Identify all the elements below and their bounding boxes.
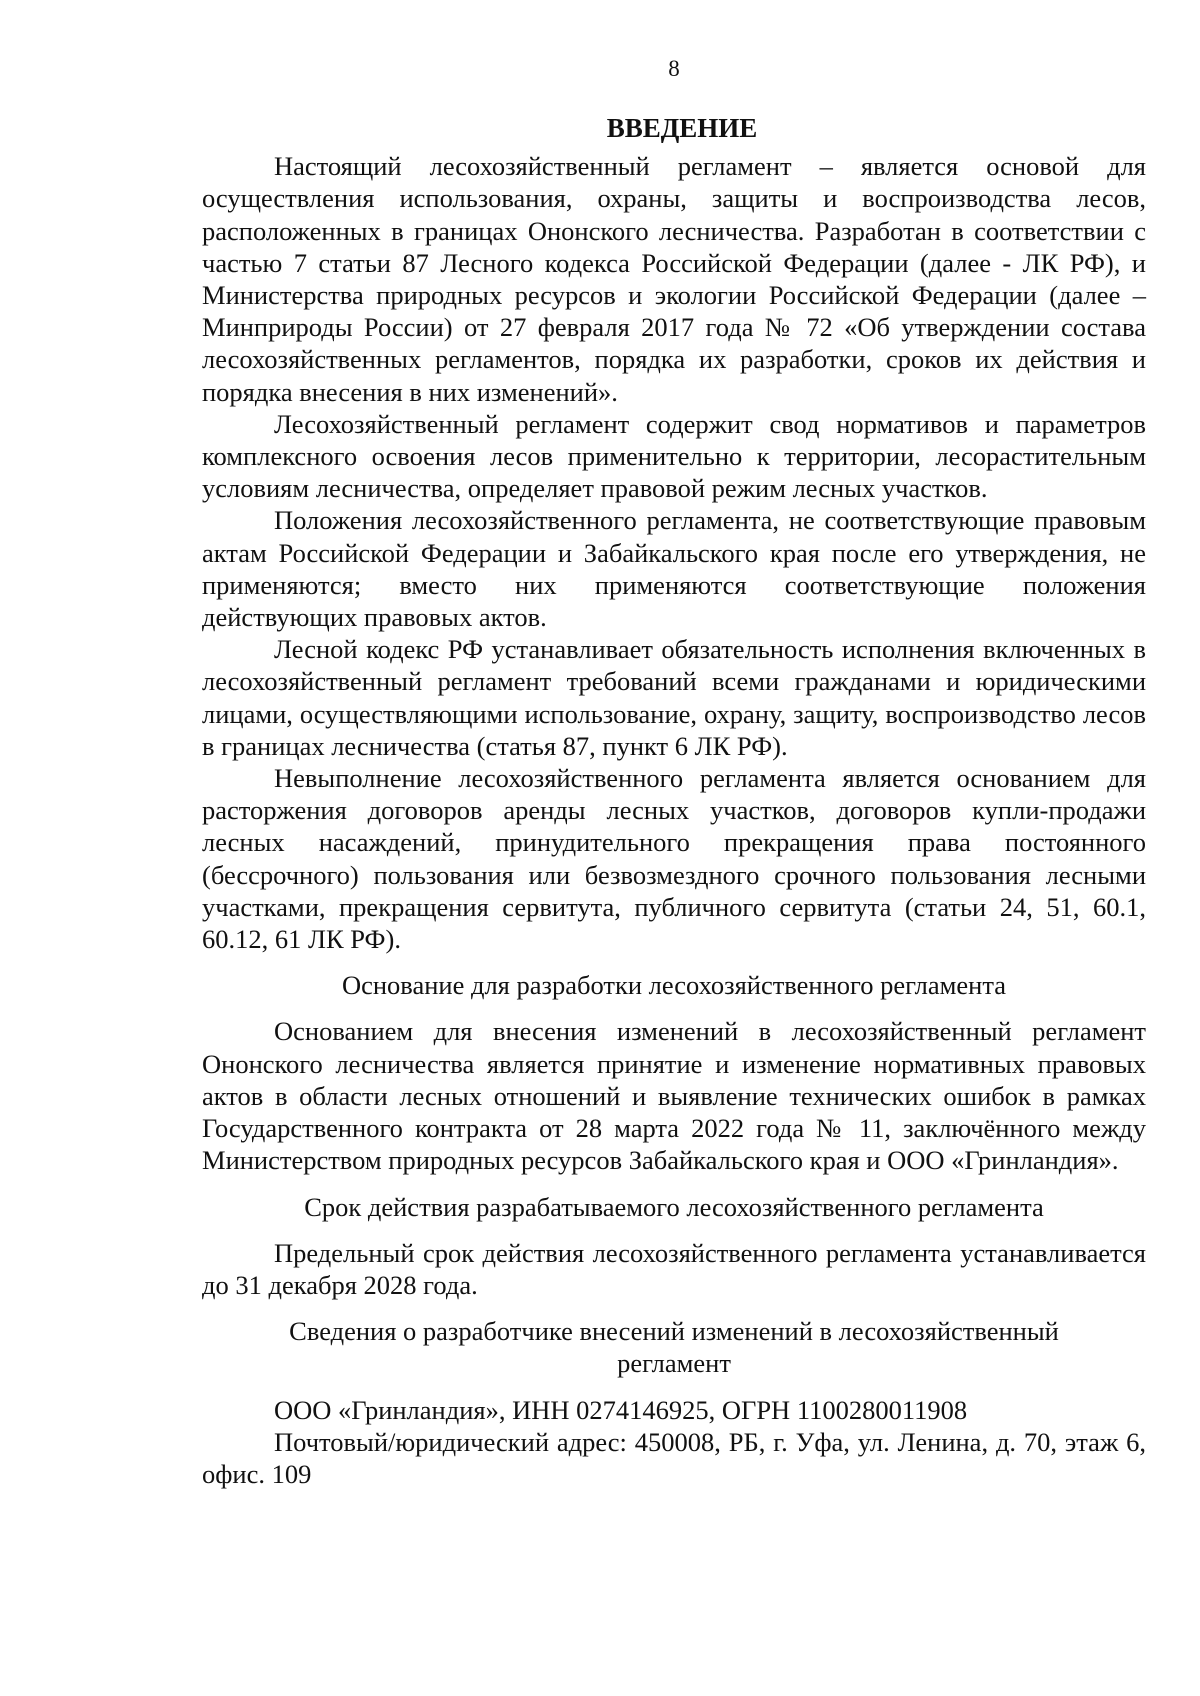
basis-paragraph: Основанием для внесения изменений в лесохозяйственный регламент Ононского лесничества является принятие и изменение нормативных правовых актов в области лесных отношений и выявление технических ошибок в рамках Государственного контракта от 28 марта 2022 года № 11, заключённого между Министерством природных ресурсов Забайкальского края и ООО «Гринландия». xyxy=(202,1016,1146,1176)
developer-company-line: ООО «Гринландия», ИНН 0274146925, ОГРН 1100280011908 xyxy=(274,1394,968,1425)
intro-paragraph-4: Лесной кодекс РФ устанавливает обязательность исполнения включенных в лесохозяйственный регламент требований всеми гражданами и юридическими лицами, осуществляющими использование, охрану, защиту, воспроизводство лесов в границах лесничества (статья 87, пункт 6 ЛК РФ). xyxy=(202,634,1146,761)
basis-heading: Основание для разработки лесохозяйственного регламента xyxy=(341,970,1007,1001)
term-heading: Срок действия разрабатываемого лесохозяйственного регламента xyxy=(304,1191,1044,1222)
page-content xyxy=(202,112,1146,1490)
developer-heading-line-2: регламент xyxy=(617,1348,731,1379)
developer-heading-line-1: Сведения о разработчике внесений изменений в лесохозяйственный xyxy=(289,1316,1059,1347)
page-number: 8 xyxy=(668,56,680,81)
intro-paragraph-2: Лесохозяйственный регламент содержит свод нормативов и параметров комплексного освоения лесов применительно к территории, лесорастительным условиям лесничества, определяет правовой режим лесных участков. xyxy=(202,408,1146,504)
page-title: ВВЕДЕНИЕ xyxy=(606,113,758,143)
developer-heading xyxy=(202,1315,1146,1379)
intro-paragraph-5: Невыполнение лесохозяйственного регламента является основанием для расторжения договоров аренды лесных участков, договоров купли-продажи лесных насаждений, принудительного прекращения права постоянного (бессрочного) пользования или безвозмездного срочного пользования лесными участками, прекращения сервитута, публичного сервитута (статьи 24, 51, 60.1, 60.12, 61 ЛК РФ). xyxy=(202,763,1146,955)
developer-address: Почтовый/юридический адрес: 450008, РБ, г. Уфа, ул. Ленина, д. 70, этаж 6, офис. 109 xyxy=(202,1426,1146,1489)
term-paragraph: Предельный срок действия лесохозяйственного регламента устанавливается до 31 декабря 2028 года. xyxy=(202,1237,1146,1300)
intro-paragraph-3: Положения лесохозяйственного регламента, не соответствующие правовым актам Российской Федерации и Забайкальского края после его утверждения, не применяются; вместо них применяются соответствующие положения действующих правовых актов. xyxy=(202,505,1146,633)
intro-paragraph-1: Настоящий лесохозяйственный регламент – является основой для осуществления использования, охраны, защиты и воспроизводства лесов, расположенных в границах Ононского лесничества. Разработан в соответствии с частью 7 статьи 87 Лесного кодекса Российской Федерации (далее - ЛК РФ), и Министерства природных ресурсов и экологии Российской Федерации (далее – Минприроды России) от 27 февраля 2017 года № 72 «Об утверждении состава лесохозяйственных регламентов, порядка их разработки, сроков их действия и порядка внесения в них изменений». xyxy=(202,151,1146,407)
